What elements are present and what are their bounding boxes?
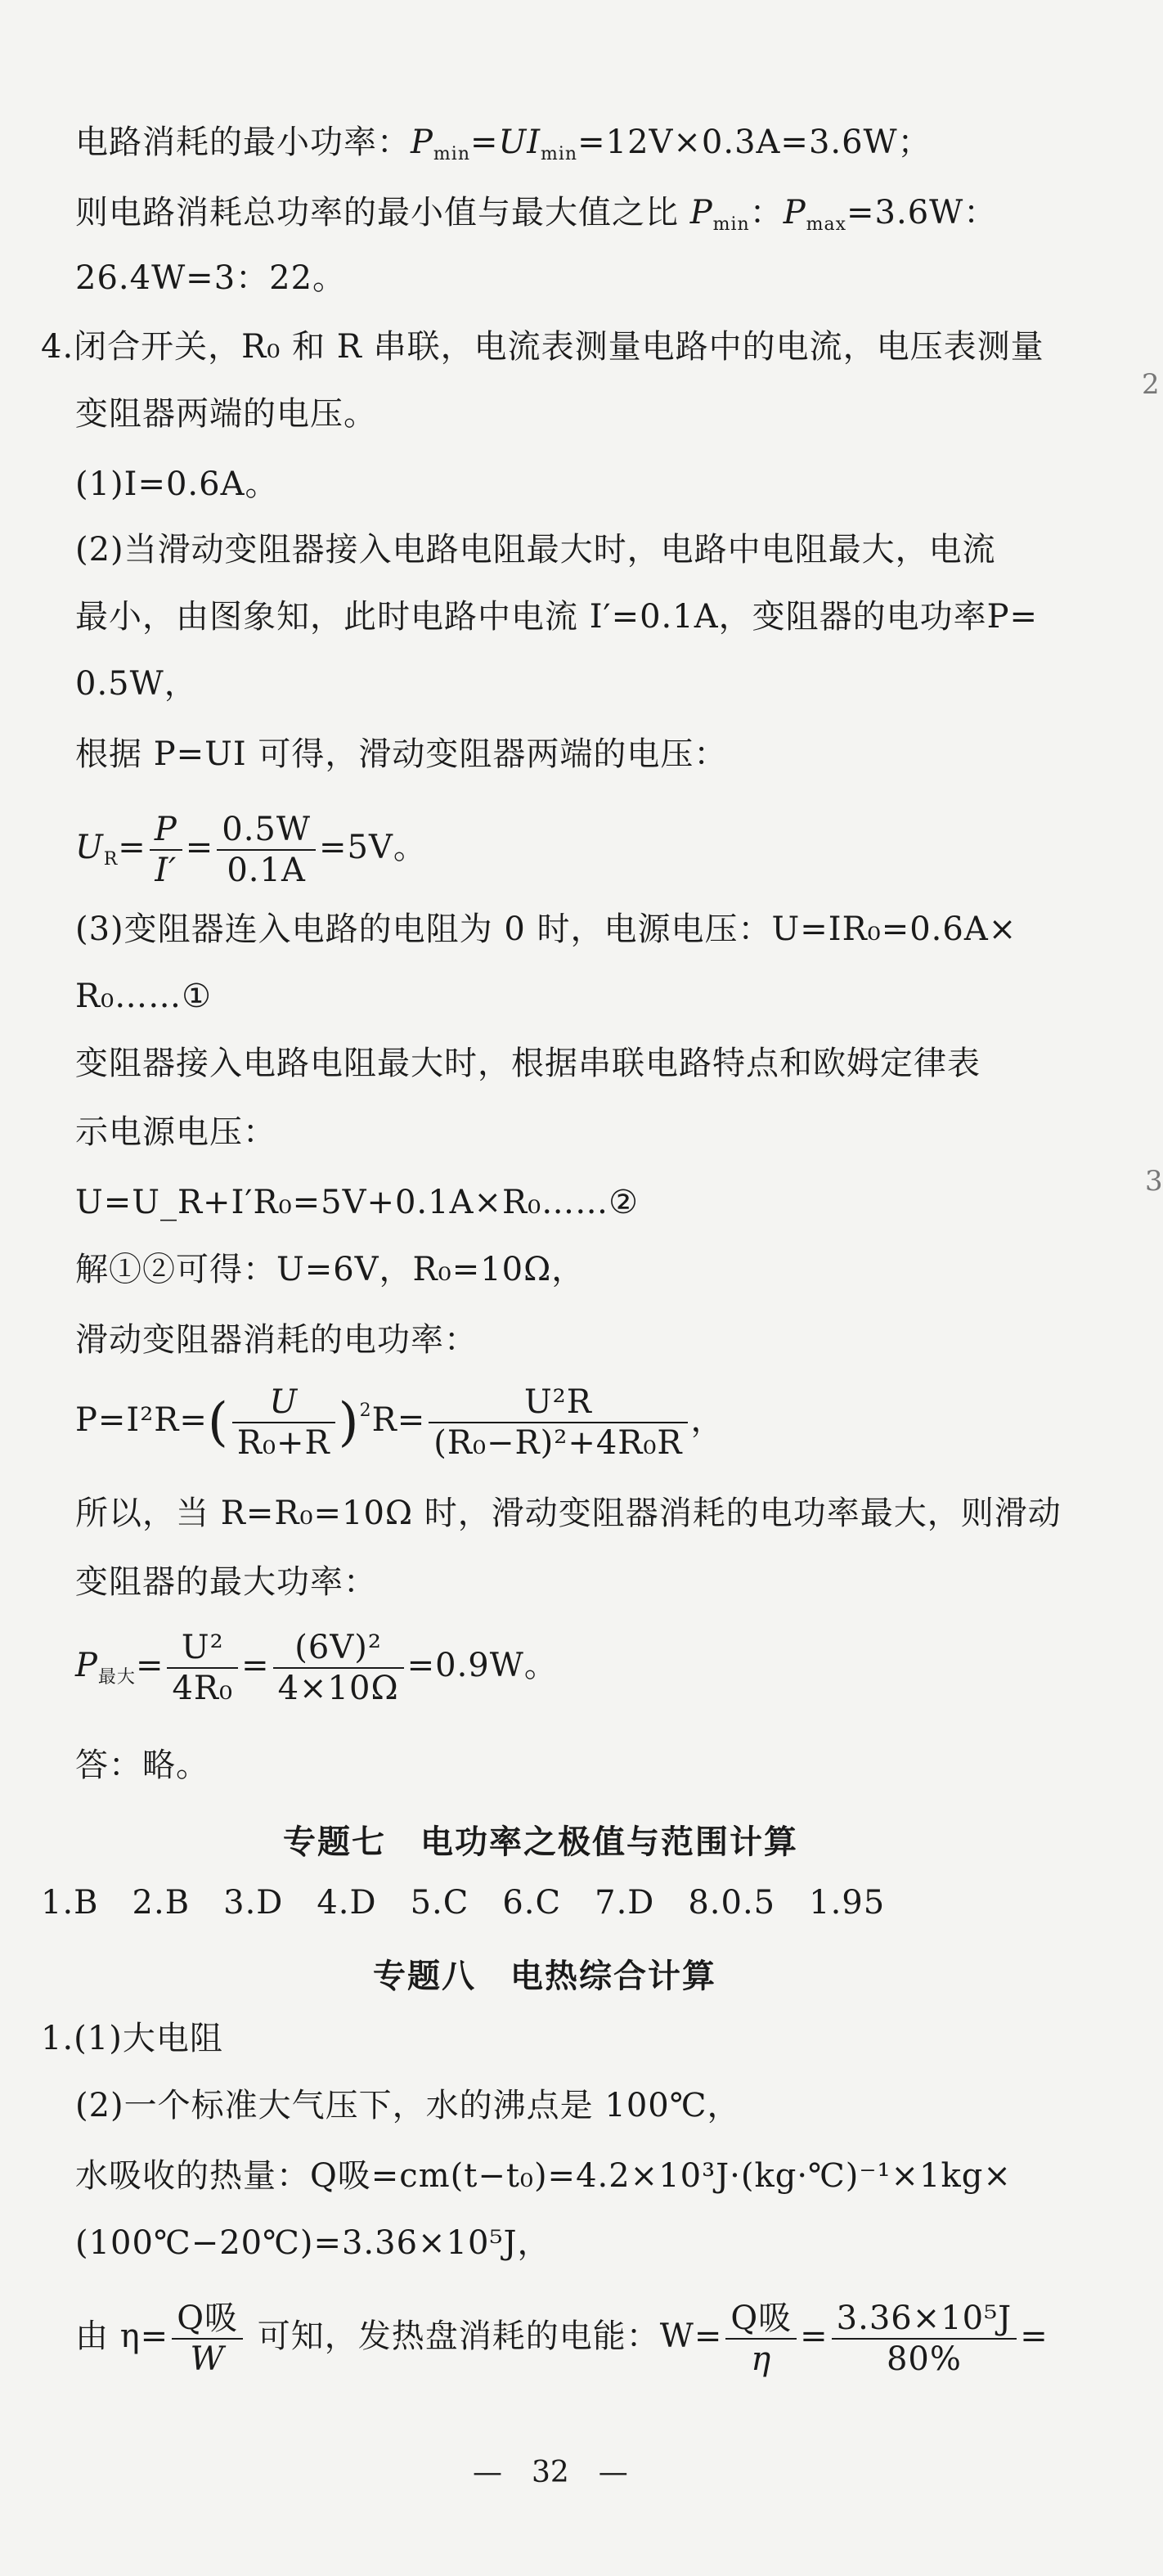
ur-formula: $U_R=$ $\frac{P}{I'}$ = $\frac{0.5W}{0.1A}$ =5V。 xyxy=(75,811,427,889)
ratio-result: 26.4W=3：22。 xyxy=(75,259,347,297)
ratio-calc: =3.6W： xyxy=(846,194,998,232)
topic8-q1-2: (2)一个标准大气压下，水的沸点是 100℃， xyxy=(75,2087,741,2124)
topic8-q1-1: 1.(1)大电阻 xyxy=(41,2020,223,2057)
power-fraction-2: $\frac{\text{U²R}}{\text{(R₀−R)²+4R₀R}}$ xyxy=(429,1382,687,1463)
q4-intro-2: 变阻器两端的电压。 xyxy=(75,395,377,433)
q4-part3-8: 所以，当 R=R₀=10Ω 时，滑动变阻器消耗的电功率最大，则滑动 xyxy=(75,1495,1062,1532)
q4-part1: (1)I=0.6A。 xyxy=(75,465,279,503)
q4-part2-3: 0.5W， xyxy=(75,665,198,703)
w-fraction-1: $\frac{\text{Q吸}}{\eta}$ xyxy=(725,2299,797,2379)
topic8-q1-3: 水吸收的热量：Q吸=cm(t−t₀)=4.2×10³J·(kg·℃)⁻¹×1kg× xyxy=(75,2157,1012,2195)
q4-part3-4: 示电源电压： xyxy=(75,1113,276,1151)
w-fraction-2: $\frac{\text{3.36×10⁵J}}{80\%}$ xyxy=(832,2299,1017,2379)
q4-answer: 答：略。 xyxy=(75,1747,209,1784)
pmax-formula: $P_{最大}=$ $\frac{\text{U²}}{\text{4R₀}}$ = $\frac{\text{(6V)²}}{4\times 10\Omega}$ =0.9W。 xyxy=(75,1629,558,1707)
q4-part2-1: (2)当滑动变阻器接入电路电阻最大时，电路中电阻最大，电流 xyxy=(75,531,996,569)
topic8-title: 专题八 电热综合计算 xyxy=(373,1958,716,1995)
pmax-fraction-1: $\frac{\text{U²}}{\text{4R₀}}$ xyxy=(167,1628,238,1708)
topic7-answers: 1.B 2.B 3.D 4.D 5.C 6.C 7.D 8.0.5 1.95 xyxy=(41,1884,886,1922)
topic8-q1-4: (100℃−20℃)=3.36×10⁵J， xyxy=(75,2224,551,2262)
ur-fraction-2: $\frac{0.5W}{0.1A}$ xyxy=(217,810,316,890)
q4-part2-2: 最小，由图象知，此时电路中电流 I′=0.1A，变阻器的电功率P= xyxy=(75,598,1039,636)
min-power-prefix: 电路消耗的最小功率： xyxy=(75,124,411,161)
min-power-calc: =12V×0.3A=3.6W； xyxy=(577,124,932,161)
eta-fraction: $\frac{\text{Q吸}}{W}$ xyxy=(172,2299,243,2379)
q4-part3-2: R₀……① xyxy=(75,978,213,1015)
ratio-prefix: 则电路消耗总功率的最小值与最大值之比 xyxy=(75,194,690,232)
q4-part3-9: 变阻器的最大功率： xyxy=(75,1563,377,1601)
power-fraction-1: $\frac{U}{\text{R₀+R}}$ xyxy=(232,1382,335,1463)
q4-part3-7: 滑动变阻器消耗的电功率： xyxy=(75,1321,478,1359)
pmax-fraction-2: $\frac{\text{(6V)²}}{4\times 10\Omega}$ xyxy=(273,1628,404,1708)
power-formula: P=I²R=( $\frac{U}{\text{R₀+R}}$ )$^2$R= $\frac{\text{U²R}}{\text{(R₀−R)²+4R₀R}}$ ， xyxy=(75,1383,725,1462)
ratio-line: 则电路消耗总功率的最小值与最大值之比 $P_{min}$：$P_{max}=3.6W$： xyxy=(75,194,998,235)
ur-fraction-1: $\frac{P}{I'}$ xyxy=(150,810,182,890)
margin-mark-1: 2 xyxy=(1142,368,1160,401)
page-number: — 32 — xyxy=(473,2456,628,2489)
q4-part3-1: (3)变阻器连入电路的电阻为 0 时，电源电压：U=IR₀=0.6A× xyxy=(75,910,1017,948)
margin-mark-2: 3 xyxy=(1145,1165,1163,1198)
efficiency-formula: 由 η= $\frac{\text{Q吸}}{W}$ 可知，发热盘消耗的电能：W= $\frac{\text{Q吸}}{\eta}$ = $\frac{\text{3.36×10⁵J}}{80\%}$ = xyxy=(75,2300,1048,2378)
min-power-line: 电路消耗的最小功率：$P_{min}=UI_{min}=12V\times 0.3A=3.6W$； xyxy=(75,124,932,164)
q4-part3-6: 解①②可得：U=6V，R₀=10Ω， xyxy=(75,1251,586,1288)
q4-intro-1: 4.闭合开关，R₀ 和 R 串联，电流表测量电路中的电流，电压表测量 xyxy=(41,328,1044,366)
q4-part3-5: U=U_R+I′R₀=5V+0.1A×R₀……② xyxy=(75,1184,639,1221)
topic7-title: 专题七 电功率之极值与范围计算 xyxy=(283,1823,798,1861)
q4-part2-4: 根据 P=UI 可得，滑动变阻器两端的电压： xyxy=(75,735,728,773)
q4-part3-3: 变阻器接入电路电阻最大时，根据串联电路特点和欧姆定律表 xyxy=(75,1045,981,1082)
